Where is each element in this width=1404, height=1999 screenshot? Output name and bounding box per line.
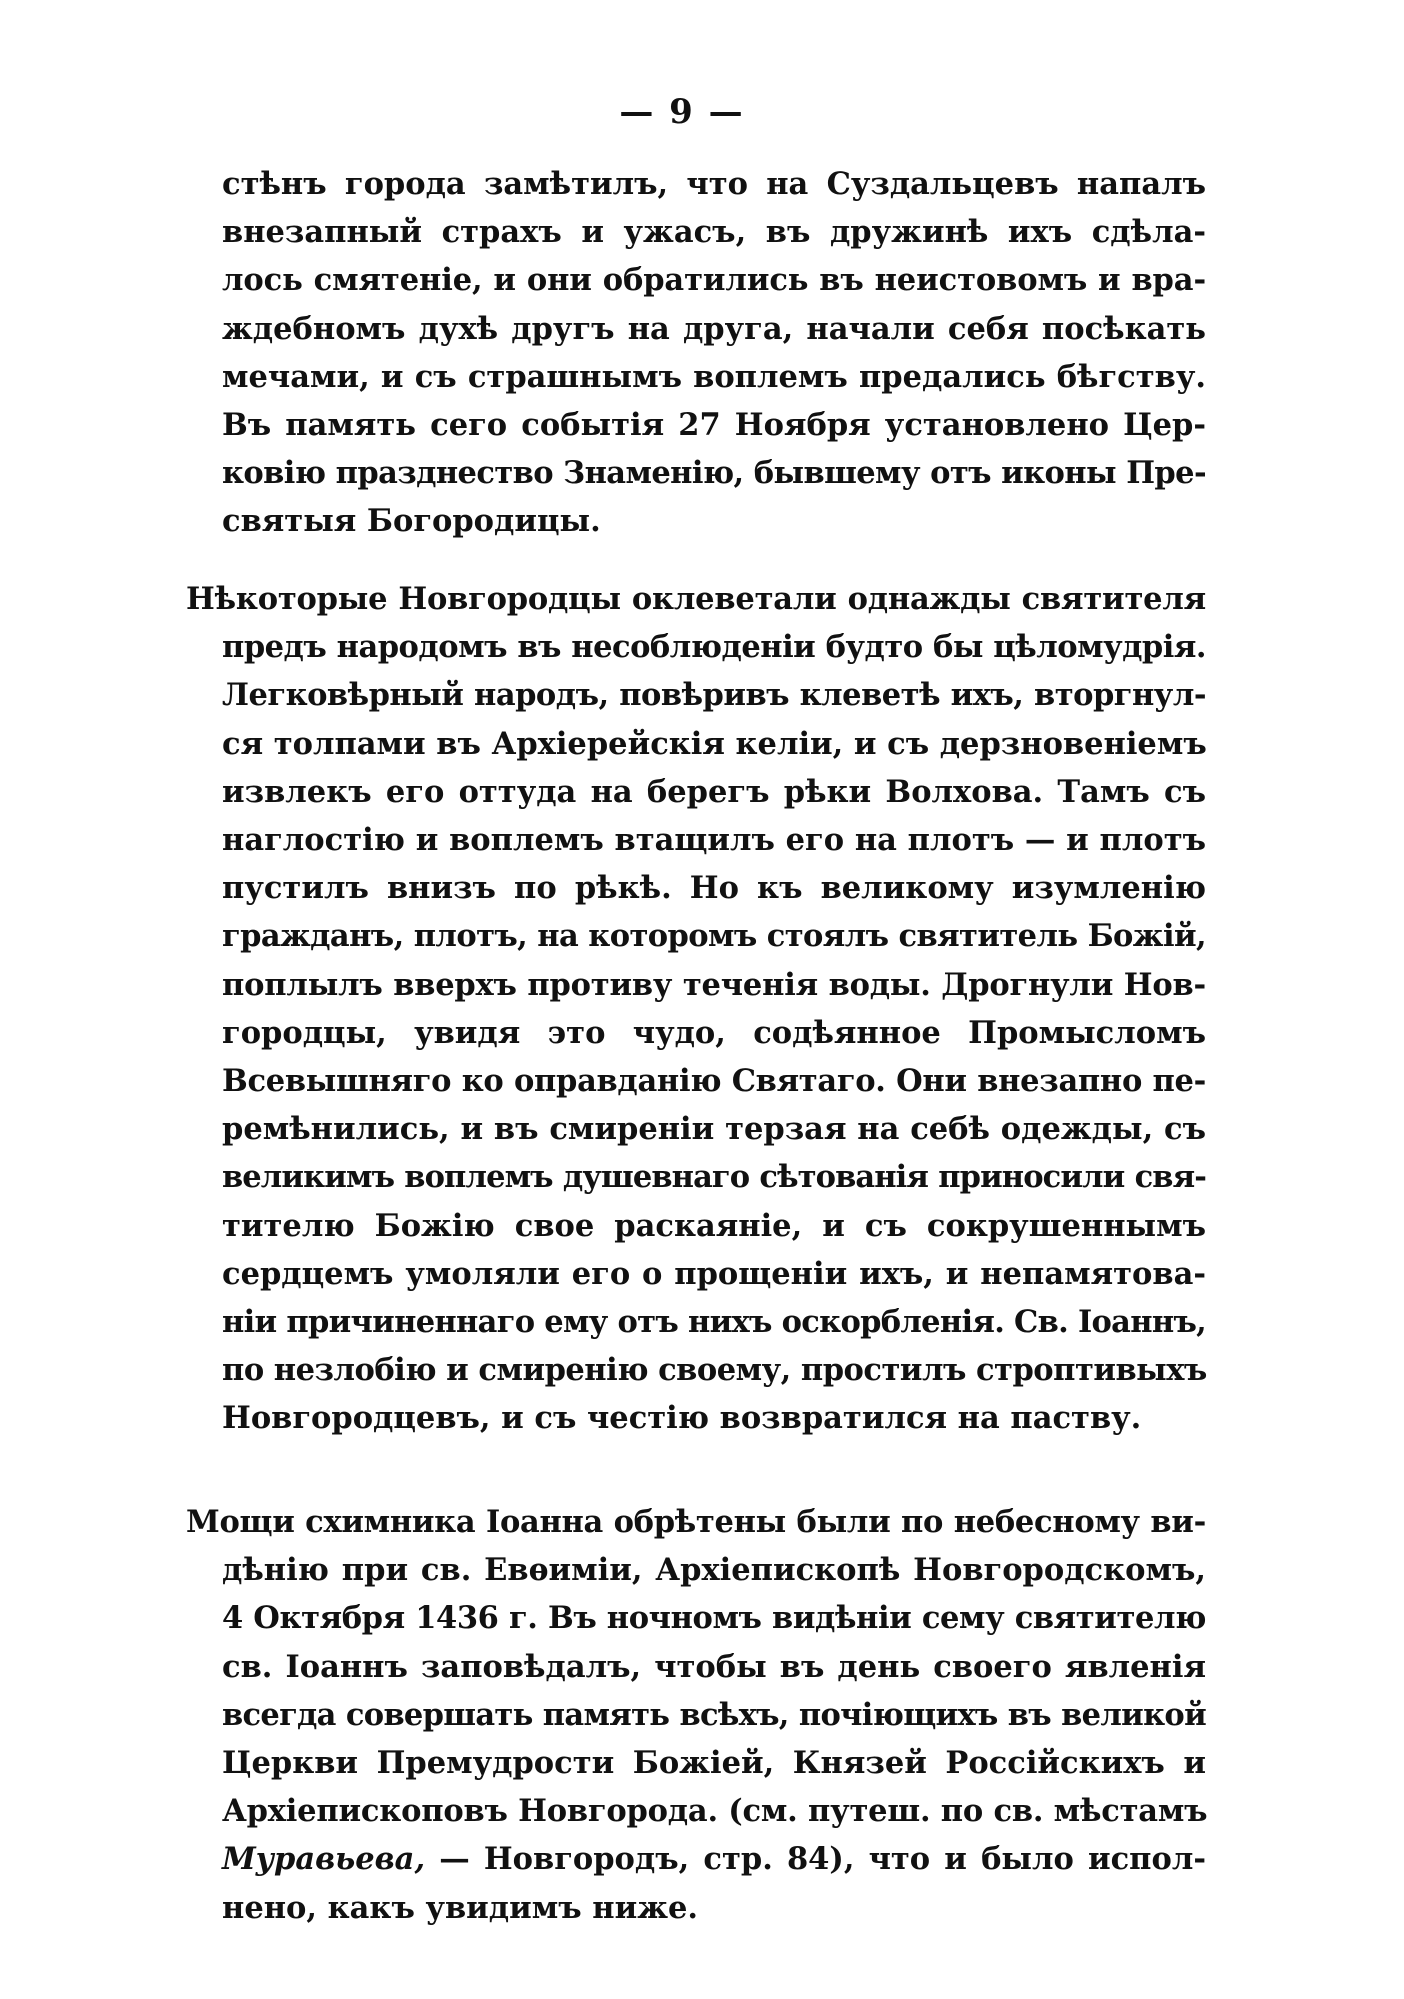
text-line: Легковѣрный народъ, повѣривъ клеветѣ ихъ, вторгнул- <box>222 677 1206 714</box>
text-line: пустилъ внизъ по рѣкѣ. Но къ великому изумленію <box>222 870 1206 907</box>
text-line: по незлобію и смиренію своему, простилъ строптивыхъ <box>222 1352 1207 1389</box>
paragraph-relics-ioann <box>186 1498 1208 1932</box>
text-line: поплылъ вверхъ противу теченія воды. Дрогнули Нов- <box>222 966 1206 1003</box>
text-line: святыя Богородицы. <box>222 503 601 540</box>
text-line: мечами, и съ страшнымъ воплемъ предались бѣгству. <box>222 358 1206 395</box>
text-line: внезапный страхъ и ужасъ, въ дружинѣ ихъ сдѣла- <box>222 214 1206 251</box>
text-line: предъ народомъ въ несоблюденіи будто бы цѣломудрія. <box>222 629 1206 666</box>
text-line: ждебномъ духѣ другъ на друга, начали себя посѣкать <box>222 310 1206 347</box>
paragraph-snamenie-feast <box>222 160 1206 546</box>
paragraph-slander-miracle <box>186 575 1207 1443</box>
text-line: нено, какъ увидимъ ниже. <box>222 1889 699 1926</box>
text-line: Всевышняго ко оправданію Святаго. Они внезапно пе- <box>222 1063 1206 1100</box>
citation-continuation: — Новгородъ, стр. 84), что и было испол- <box>425 1841 1206 1878</box>
text-line: Нѣкоторые Новгородцы оклеветали однажды святителя <box>186 581 1206 617</box>
text-line: ніи причиненнаго ему отъ нихъ оскорбленія. Св. Іоаннъ, <box>222 1304 1207 1341</box>
text-line: св. Іоаннъ заповѣдалъ, чтобы въ день своего явленія <box>222 1648 1206 1685</box>
text-line: Архіепископовъ Новгорода. (см. путеш. по св. мѣстамъ <box>222 1793 1208 1830</box>
text-line: сердцемъ умоляли его о прощеніи ихъ, и непамятова- <box>222 1255 1206 1292</box>
author-citation: Муравьева, <box>222 1841 426 1878</box>
text-line: тителю Божію свое раскаяніе, и съ сокрушеннымъ <box>222 1207 1206 1244</box>
text-line: стѣнъ города замѣтилъ, что на Суздальцевъ напалъ <box>222 166 1206 202</box>
text-line: наглостію и воплемъ втащилъ его на плотъ — и плотъ <box>222 822 1206 859</box>
text-line: гражданъ, плотъ, на которомъ стоялъ святитель Божій, <box>222 918 1206 955</box>
text-line: 4 Октября 1436 г. Въ ночномъ видѣніи сему святителю <box>222 1600 1206 1637</box>
text-line-with-citation <box>222 1835 1206 1883</box>
text-line: Церкви Премудрости Божіей, Князей Россійскихъ и <box>222 1745 1206 1782</box>
text-line: извлекъ его оттуда на берегъ рѣки Волхова. Тамъ съ <box>222 773 1206 810</box>
text-line: городцы, увидя это чудо, содѣянное Промысломъ <box>222 1014 1206 1051</box>
text-line: ся толпами въ Архіерейскія келіи, и съ дерзновеніемъ <box>222 725 1207 762</box>
text-line: Мощи схимника Іоанна обрѣтены были по небесному ви- <box>186 1504 1206 1540</box>
text-line: лось смятеніе, и они обратились въ неистовомъ и вра- <box>222 262 1206 299</box>
text-line: великимъ воплемъ душевнаго сѣтованія приносили свя- <box>222 1159 1206 1196</box>
text-line: всегда совершать память всѣхъ, почіющихъ въ великой <box>222 1696 1206 1733</box>
text-line: ремѣнились, и въ смиреніи терзая на себѣ одежды, съ <box>222 1111 1206 1148</box>
text-line: Новгородцевъ, и съ честію возвратился на паству. <box>222 1400 1142 1437</box>
text-line: ковію празднество Знаменію, бывшему отъ иконы Пре- <box>222 455 1206 492</box>
text-line: Въ память сего событія 27 Ноября установлено Цер- <box>222 407 1206 444</box>
page-number: — 9 — <box>619 92 745 132</box>
text-line: дѣнію при св. Евѳиміи, Архіепископѣ Новгородскомъ, <box>222 1552 1206 1589</box>
